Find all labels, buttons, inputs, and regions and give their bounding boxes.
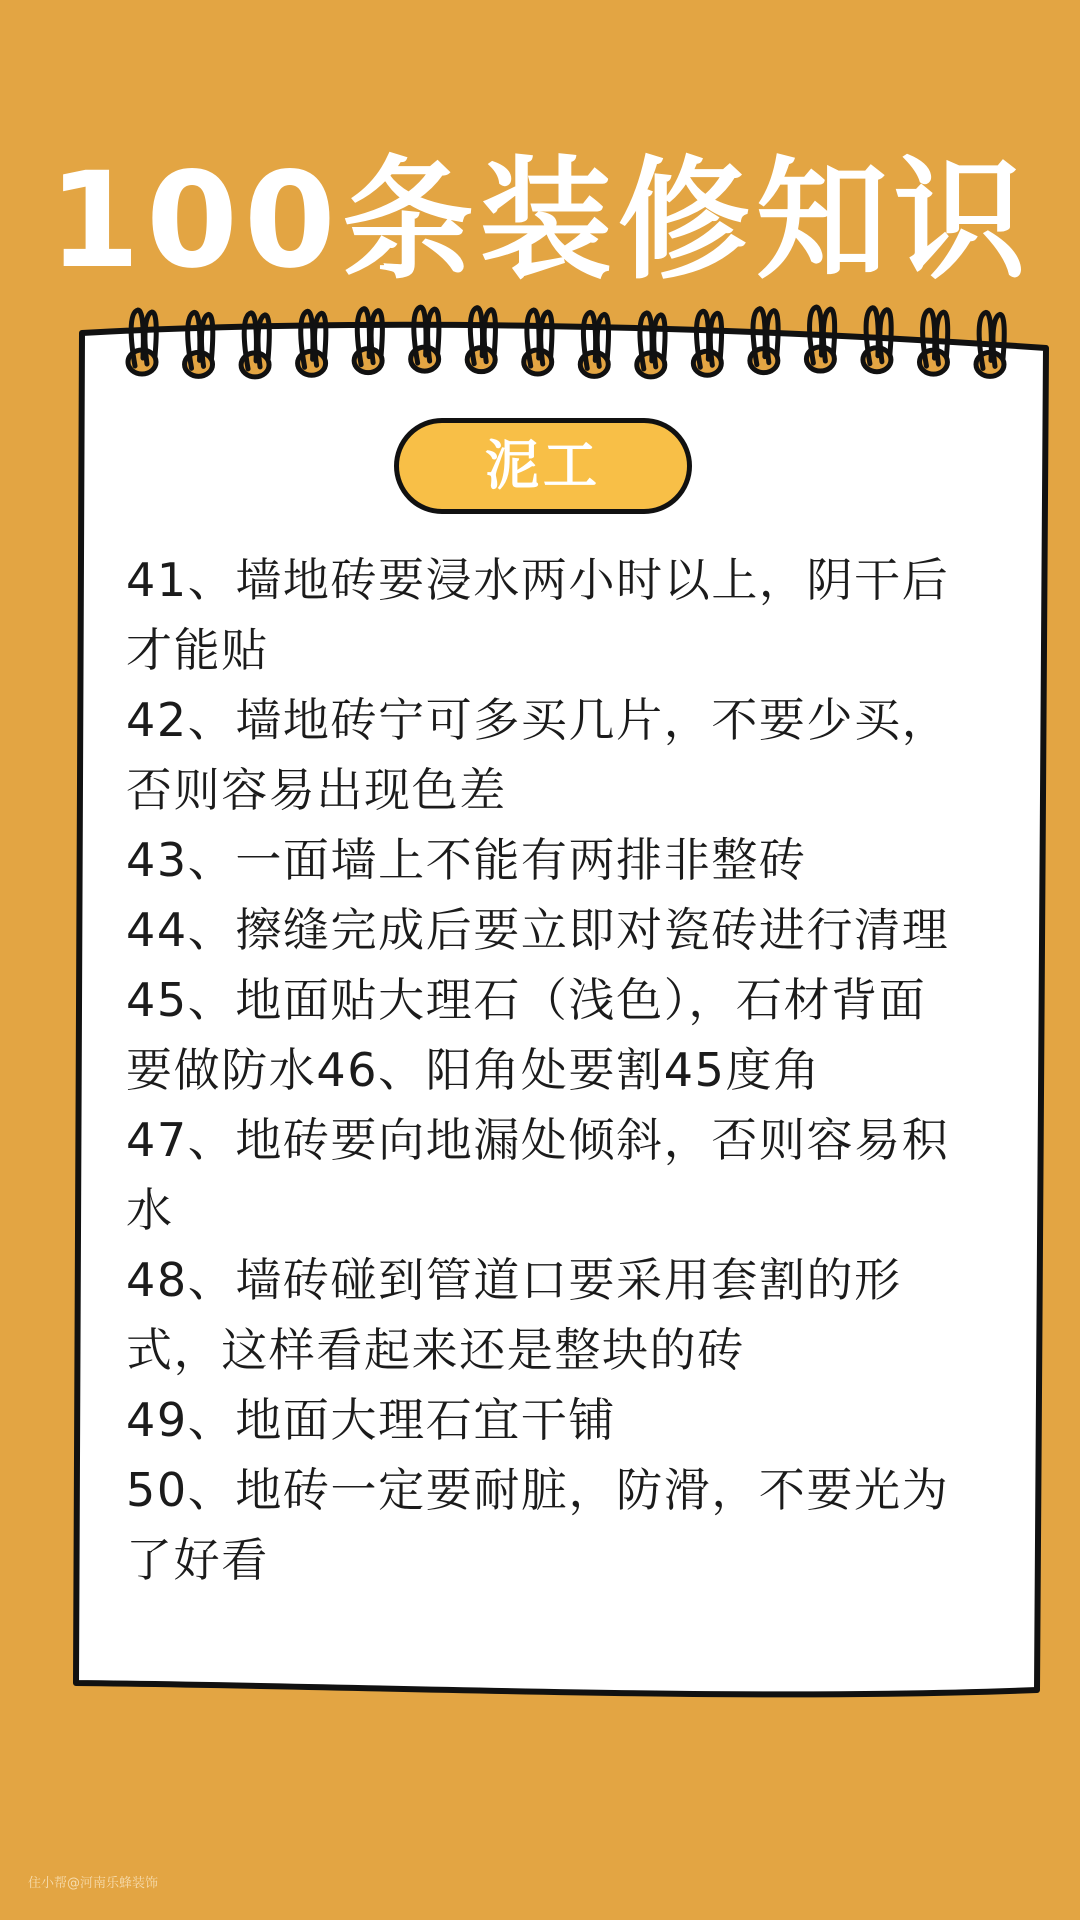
tip-item: 50、地砖一定要耐脏，防滑，不要光为了好看 xyxy=(126,1463,950,1587)
binding-ring xyxy=(524,310,552,374)
binding-ring xyxy=(467,308,495,372)
poster-title: 100条装修知识 xyxy=(48,144,1032,299)
tip-item: 43、一面墙上不能有两排非整砖 xyxy=(126,833,807,887)
binding-ring xyxy=(298,311,326,375)
binding-ring xyxy=(185,312,213,376)
tips-list xyxy=(126,545,972,1595)
binding-ring xyxy=(863,308,891,372)
binding-ring xyxy=(354,309,382,373)
tip-item: 48、墙砖碰到管道口要采用套割的形式，这样看起来还是整块的砖 xyxy=(126,1253,902,1377)
tip-item: 42、墙地砖宁可多买几片，不要少买，否则容易出现色差 xyxy=(126,693,950,817)
binding-ring xyxy=(806,307,834,371)
binding-ring xyxy=(976,312,1004,376)
binding-ring xyxy=(919,310,947,374)
tip-item: 47、地砖要向地漏处倾斜，否则容易积水 xyxy=(126,1113,950,1237)
binding-ring xyxy=(128,310,156,374)
binding-ring xyxy=(580,312,608,376)
tip-item: 41、墙地砖要浸水两小时以上，阴干后才能贴 xyxy=(126,553,950,677)
binding-ring xyxy=(750,309,778,373)
watermark: 住小帮@河南乐蜂装饰 xyxy=(28,1876,159,1891)
binding-ring xyxy=(693,311,721,375)
tip-item: 45、地面贴大理石（浅色），石材背面要做防水46、阳角处要割45度角 xyxy=(126,973,927,1097)
binding-ring xyxy=(637,313,665,377)
tip-item: 44、擦缝完成后要立即对瓷砖进行清理 xyxy=(126,903,950,957)
binding-ring xyxy=(241,313,269,377)
tip-item: 49、地面大理石宜干铺 xyxy=(126,1393,617,1447)
binding-ring xyxy=(411,307,439,371)
category-badge: 泥工 xyxy=(394,418,692,514)
